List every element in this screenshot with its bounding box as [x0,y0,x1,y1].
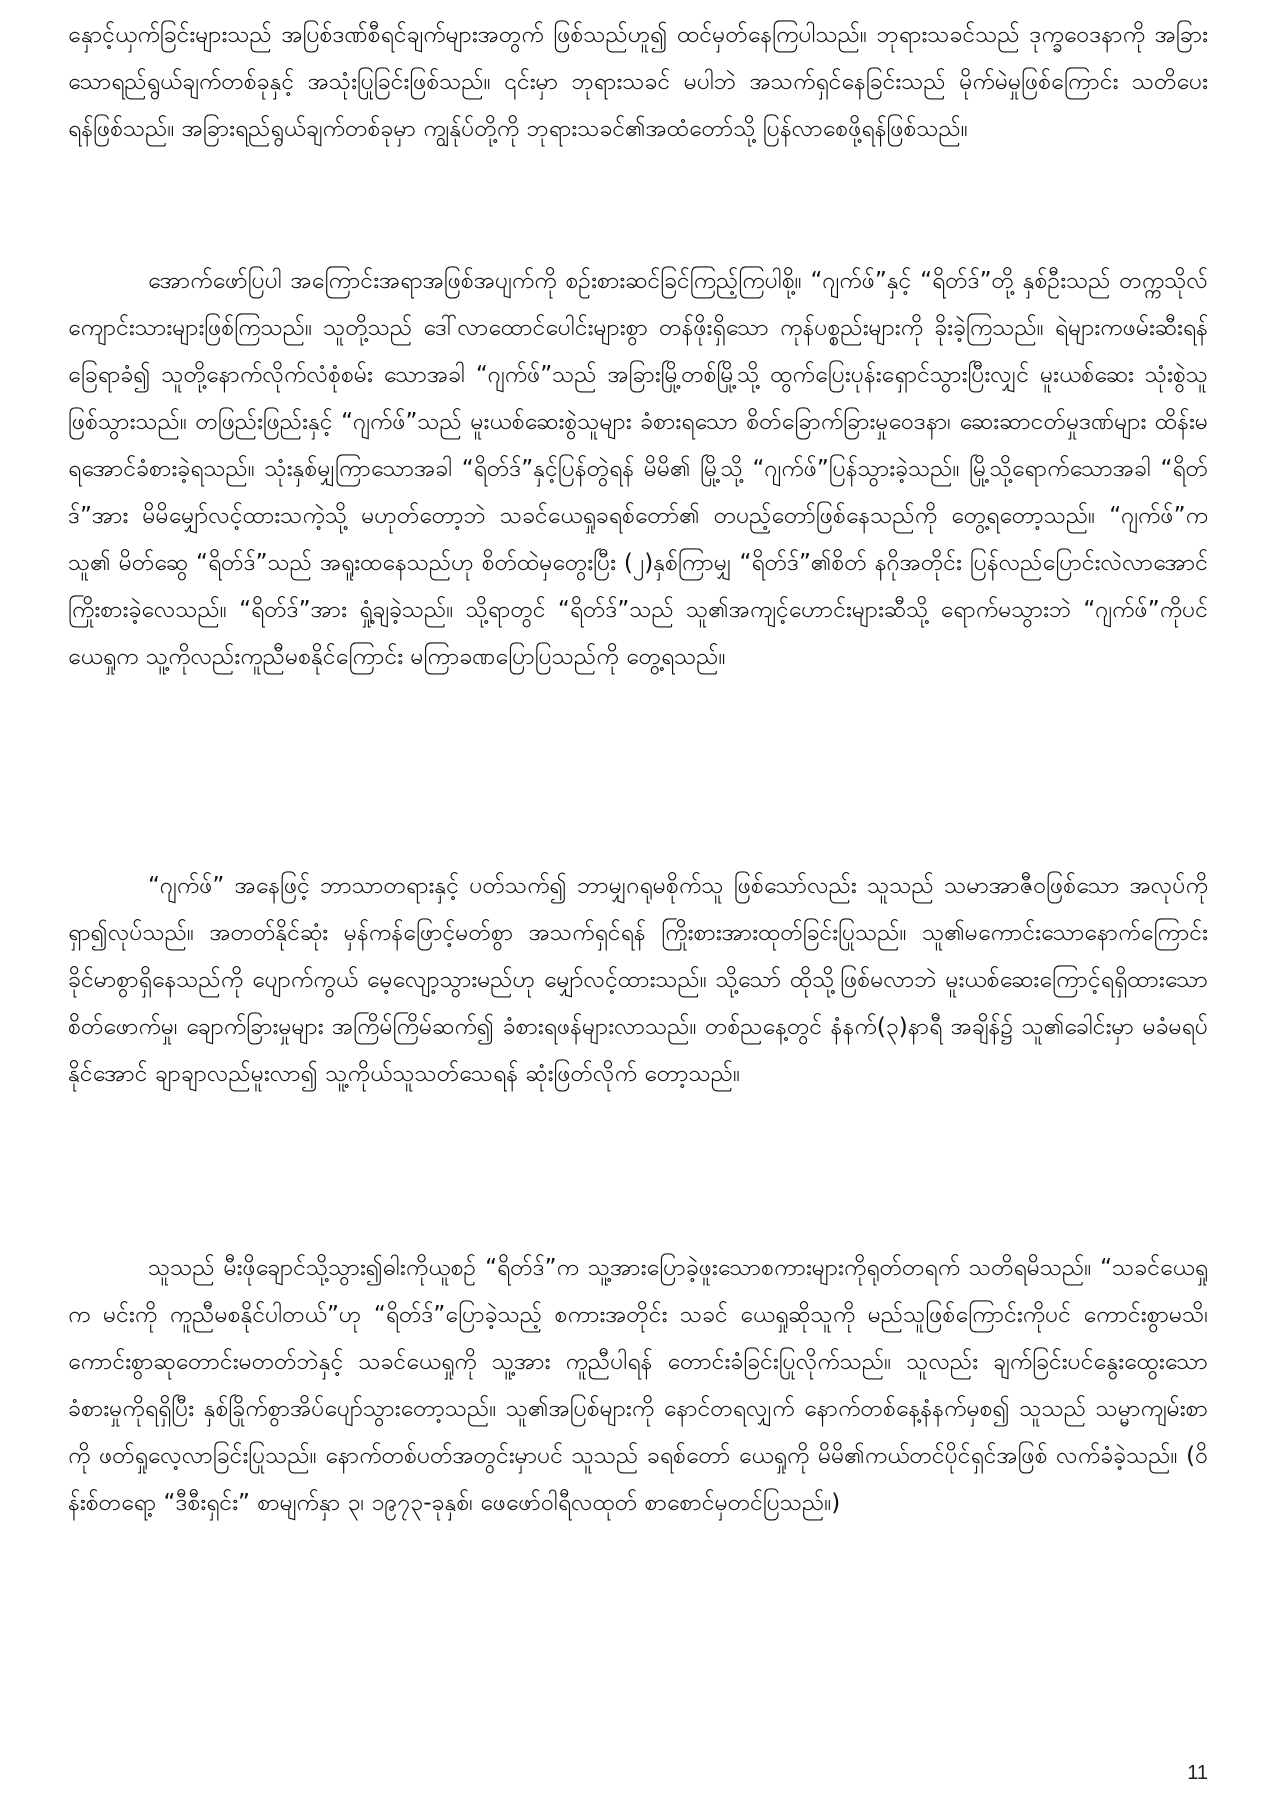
document-page [68,0,1208,1800]
body-paragraph-2: အောက်ဖော်ပြပါ အကြောင်းအရာအဖြစ်အပျက်ကို စဉ်းစားဆင်ခြင်ကြည့်ကြပါစို့။ “ဂျက်ဖ်”နှင့် “ရိတ်ဒ်”တို့ နှစ်ဦးသည် တက္ကသိုလ်ကျောင်းသားများဖြစ်ကြသည်။ သူတို့သည် ဒေါ်လာထောင်ပေါင်းများစွာ တန်ဖိုးရှိသော ကုန်ပစ္စည်းများကို ခိုးခဲ့ကြသည်။ ရဲများကဖမ်းဆီးရန် ခြေရာခံ၍ သူတို့နောက်လိုက်လံစုံစမ်း သောအခါ “ဂျက်ဖ်”သည် အခြားမြို့တစ်မြို့သို့ ထွက်ပြေးပုန်းရှောင်သွားပြီးလျှင် မူးယစ်ဆေး သုံးစွဲသူဖြစ်သွားသည်။ တဖြည်းဖြည်းနှင့် “ဂျက်ဖ်”သည် မူးယစ်ဆေးစွဲသူများ ခံစားရသော စိတ်ခြောက်ခြားမှုဝေဒနာ၊ ဆေးဆာငတ်မှုဒဏ်များ ထိန်းမရအောင်ခံစားခဲ့ရသည်။ သုံးနှစ်မျှကြာသောအခါ “ရိတ်ဒ်”နှင့်ပြန်တွဲရန် မိမိ၏ မြို့သို့ “ဂျက်ဖ်”ပြန်သွားခဲ့သည်။ မြို့သို့ရောက်သောအခါ “ရိတ်ဒ်”အား မိမိမျှော်လင့်ထားသကဲ့သို့ မဟုတ်တော့ဘဲ သခင်ယေရှုခရစ်တော်၏ တပည့်တော်ဖြစ်နေသည်ကို တွေ့ရတော့သည်။ “ဂျက်ဖ်”က သူ၏ မိတ်ဆွေ “ရိတ်ဒ်”သည် အရူးထနေသည်ဟု စိတ်ထဲမှတွေးပြီး (၂)နှစ်ကြာမျှ “ရိတ်ဒ်”၏စိတ် နဂိုအတိုင်း ပြန်လည်ပြောင်းလဲလာအောင် ကြိုးစားခဲ့လေသည်။ “ရိတ်ဒ်”အား ရှုံ့ချခဲ့သည်။ သို့ရာတွင် “ရိတ်ဒ်”သည် သူ၏အကျင့်ဟောင်းများဆီသို့ ရောက်မသွားဘဲ “ဂျက်ဖ်”ကိုပင် ယေရှုက သူ့ကိုလည်းကူညီမစနိုင်ကြောင်း မကြာခဏပြောပြသည်ကို တွေ့ရသည်။ [68,268,1208,670]
body-paragraph-1: နှောင့်ယှက်ခြင်းများသည် အပြစ်ဒဏ်စီရင်ချက်များအတွက် ဖြစ်သည်ဟူ၍ ထင်မှတ်နေကြပါသည်။ ဘုရားသခင်သည် ဒုက္ခဝေဒနာကို အခြားသောရည်ရွယ်ချက်တစ်ခုနှင့် အသုံးပြုခြင်းဖြစ်သည်။ ၎င်းမှာ ဘုရားသခင် မပါဘဲ အသက်ရှင်နေခြင်းသည် မိုက်မဲမှုဖြစ်ကြောင်း သတိပေးရန်ဖြစ်သည်။ အခြားရည်ရွယ်ချက်တစ်ခုမှာ ကျွန်ုပ်တို့ကို ဘုရားသခင်၏အထံတော်သို့ ပြန်လာစေဖို့ရန်ဖြစ်သည်။ [68,22,1208,142]
body-paragraph-4: သူသည် မီးဖိုချောင်သို့သွား၍ဓါးကိုယူစဉ် “ရိတ်ဒ်”က သူ့အားပြောခဲ့ဖူးသောစကားများကိုရုတ်တရက် သတိရမိသည်။ “သခင်ယေရှုက မင်းကို ကူညီမစနိုင်ပါတယ်”ဟု “ရိတ်ဒ်”ပြောခဲ့သည့် စကားအတိုင်း သခင် ယေရှုဆိုသူကို မည်သူဖြစ်ကြောင်းကိုပင် ကောင်းစွာမသိ၊ ကောင်းစွာဆုတောင်းမတတ်ဘဲနှင့် သခင်ယေရှုကို သူ့အား ကူညီပါရန် တောင်းခံခြင်းပြုလိုက်သည်။ သူလည်း ချက်ခြင်းပင်နွေးထွေးသော ခံစားမှုကိုရရှိပြီး နှစ်ခြိုက်စွာအိပ်ပျော်သွားတော့သည်။ သူ၏အပြစ်များကို နောင်တရလျှက် နောက်တစ်နေ့နံနက်မှစ၍ သူသည် သမ္မာကျမ်းစာကို ဖတ်ရှုလေ့လာခြင်းပြုသည်။ နောက်တစ်ပတ်အတွင်းမှာပင် သူသည် ခရစ်တော် ယေရှုကို မိမိ၏ကယ်တင်ပိုင်ရှင်အဖြစ် လက်ခံခဲ့သည်။ (ဝိန်းစ်တရော့ “ဒီစီးရှင်း” စာမျက်နှာ ၃၊ ၁၉၇၃-ခုနှစ်၊ ဖေဖော်ဝါရီလထုတ် စာစောင်မှတင်ပြသည်။) [68,1255,1208,1516]
page-number: 11 [1187,1762,1208,1784]
body-paragraph-3: “ဂျက်ဖ်” အနေဖြင့် ဘာသာတရားနှင့် ပတ်သက်၍ ဘာမျှဂရုမစိုက်သူ ဖြစ်သော်လည်း သူသည် သမာအာဇီဝဖြစ်သော အလုပ်ကို ရှာ၍လုပ်သည်။ အတတ်နိုင်ဆုံး မှန်ကန်ဖြောင့်မတ်စွာ အသက်ရှင်ရန် ကြိုးစားအားထုတ်ခြင်းပြုသည်။ သူ၏မကောင်းသောနောက်ကြောင်း ခိုင်မာစွာရှိနေသည်ကို ပျောက်ကွယ် မေ့လျော့သွားမည်ဟု မျှော်လင့်ထားသည်။ သို့သော် ထိုသို့ဖြစ်မလာဘဲ မူးယစ်ဆေးကြောင့်ရရှိထားသော စိတ်ဖောက်မှု၊ ချောက်ခြားမှုများ အကြိမ်ကြိမ်ဆက်၍ ခံစားရဖန်များလာသည်။ တစ်ညနေ့တွင် နံနက်(၃)နာရီ အချိန်၌ သူ၏ခေါင်းမှာ မခံမရပ်နိုင်အောင် ချာချာလည်မူးလာ၍ သူ့ကိုယ်သူသတ်သေရန် ဆုံးဖြတ်လိုက် တော့သည်။ [68,873,1208,1087]
